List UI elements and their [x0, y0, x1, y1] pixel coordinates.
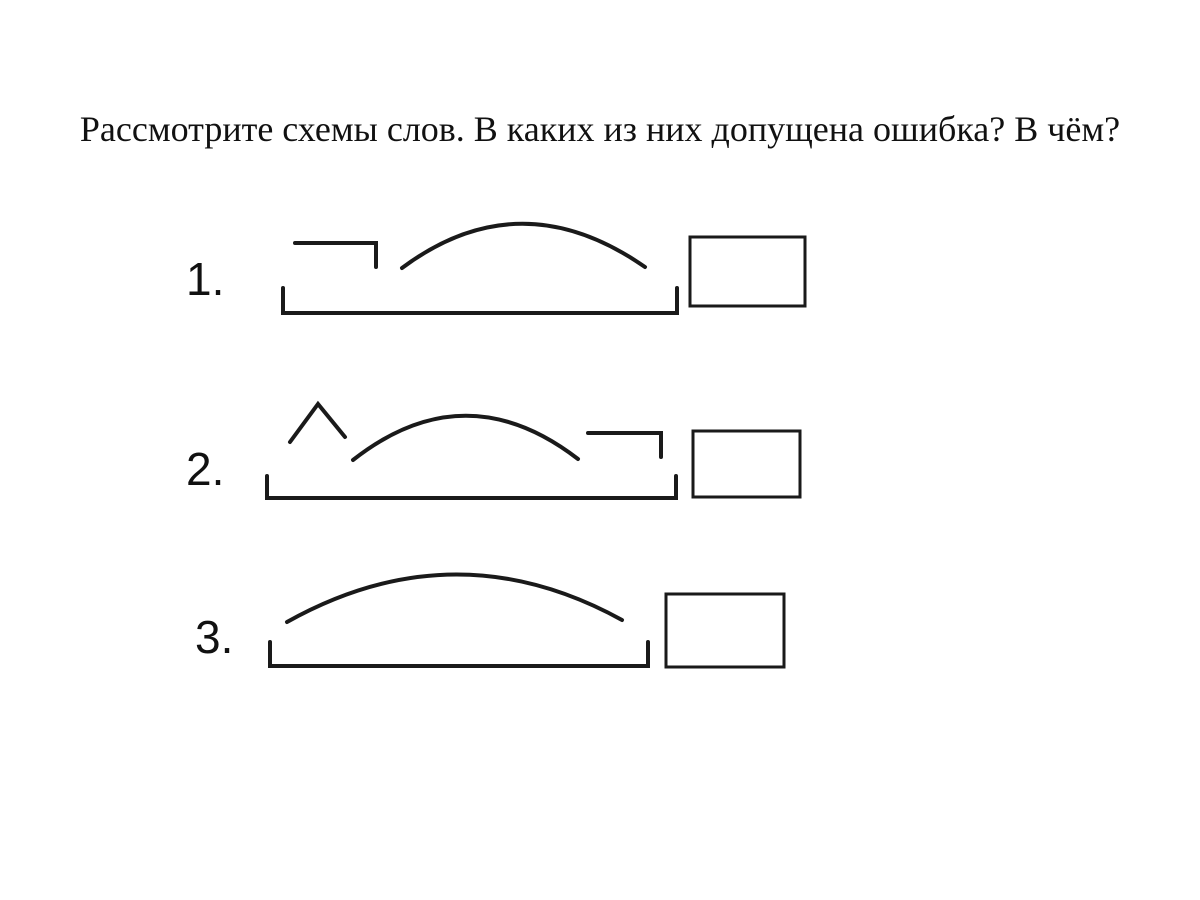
task-title: Рассмотрите схемы слов. В каких из них допущена ошибка? В чём? [79, 109, 1121, 149]
scheme-3 [270, 574, 784, 667]
stem-bracket [270, 642, 648, 666]
ending-box [666, 594, 784, 667]
root-mark [290, 404, 345, 442]
ending-box [690, 237, 805, 306]
suffix-mark [588, 433, 661, 457]
scheme-1-number: 1. [186, 253, 225, 305]
prefix-mark [295, 243, 376, 267]
scheme-2 [267, 404, 800, 498]
stem-bracket [283, 288, 677, 313]
root-arc [402, 224, 645, 268]
stem-bracket [267, 476, 676, 498]
root-arc [287, 574, 622, 622]
scheme-1 [283, 224, 805, 313]
ending-box [693, 431, 800, 497]
root-arc [353, 416, 578, 460]
scheme-3-number: 3. [195, 611, 234, 663]
scheme-2-number: 2. [186, 443, 225, 495]
